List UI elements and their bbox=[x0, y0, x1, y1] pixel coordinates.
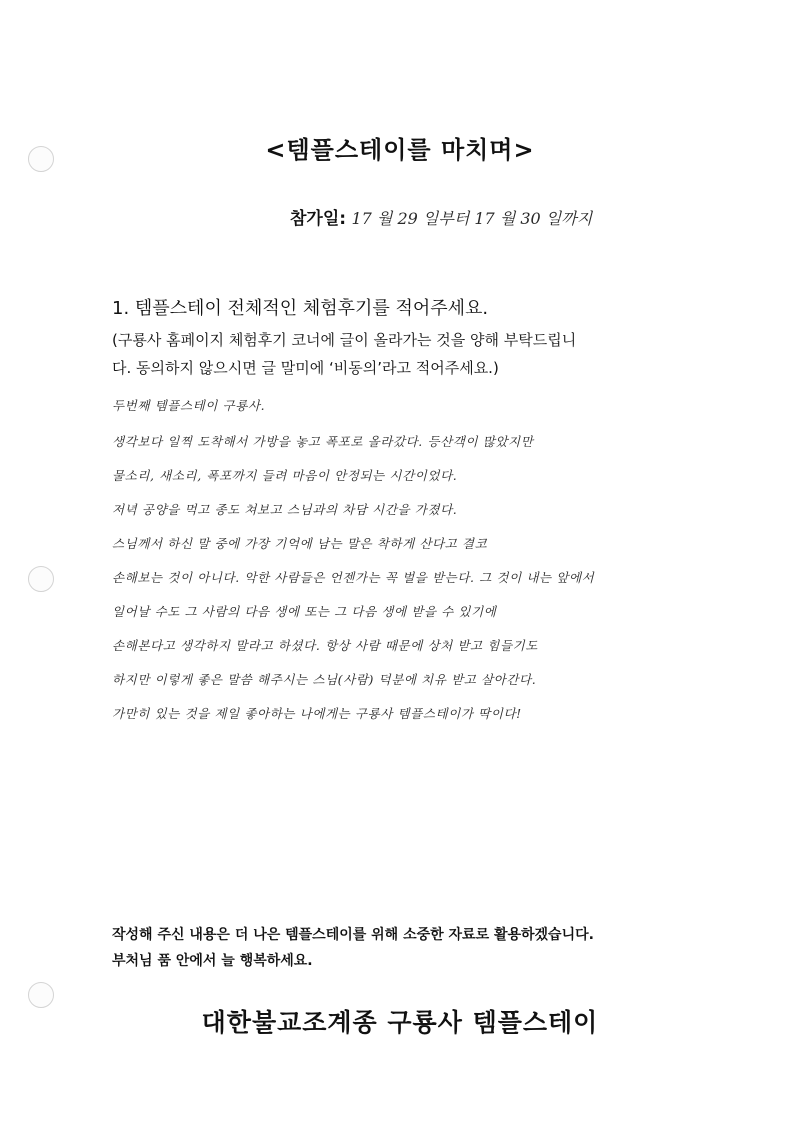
handwritten-line: 저녁 공양을 먹고 종도 쳐보고 스님과의 차담 시간을 가졌다. bbox=[112, 502, 458, 517]
organization-name: 대한불교조계종 구룡사 템플스테이 bbox=[201, 1008, 599, 1037]
handwritten-line: 손해본다고 생각하지 말라고 하셨다. 항상 사람 때문에 상처 받고 힘들기도 bbox=[112, 638, 538, 653]
closing-message-line-1: 작성해 주신 내용은 더 나은 템플스테이를 위해 소중한 자료로 활용하겠습니다. bbox=[112, 927, 594, 943]
participation-dates-text: 17 월 29 일부터 17 월 30 일까지 bbox=[351, 209, 593, 228]
closing-message bbox=[112, 922, 712, 974]
handwritten-line: 스님께서 하신 말 중에 가장 기억에 남는 말은 착하게 산다고 결코 bbox=[112, 536, 488, 551]
handwritten-line: 생각보다 일찍 도착해서 가방을 놓고 폭포로 올라갔다. 등산객이 많았지만 bbox=[112, 434, 534, 449]
punch-hole-middle bbox=[28, 566, 54, 592]
participation-dates bbox=[290, 204, 760, 229]
page-title: <템플스테이를 마치며> bbox=[265, 136, 535, 164]
participation-label: 참가일: bbox=[290, 209, 347, 229]
handwritten-review bbox=[112, 398, 752, 722]
handwritten-line: 가만히 있는 것을 제일 좋아하는 나에게는 구룡사 템플스테이가 딱이다! bbox=[112, 706, 522, 721]
handwritten-line: 하지만 이렇게 좋은 말씀 해주시는 스님(사람) 덕분에 치유 받고 살아간다. bbox=[112, 672, 537, 687]
closing-message-line-2: 부처님 품 안에서 늘 행복하세요. bbox=[112, 953, 313, 969]
consent-note-line-2: 다. 동의하지 않으시면 글 말미에 ‘비동의’라고 적어주세요.) bbox=[112, 359, 499, 377]
consent-note bbox=[112, 326, 692, 382]
handwritten-line: 손해보는 것이 아니다. 악한 사람들은 언젠가는 꼭 벌을 받는다. 그 것이 내는 앞에서 bbox=[112, 570, 595, 585]
consent-note-line-1: (구룡사 홈페이지 체험후기 코너에 글이 올라가는 것을 양해 부탁드립니 bbox=[112, 331, 577, 349]
handwritten-line: 물소리, 새소리, 폭포까지 들려 마음이 안정되는 시간이었다. bbox=[112, 468, 458, 483]
handwritten-line: 일어날 수도 그 사람의 다음 생에 또는 그 다음 생에 받을 수 있기에 bbox=[112, 604, 497, 619]
question-heading: 1. 템플스테이 전체적인 체험후기를 적어주세요. bbox=[112, 298, 489, 319]
handwritten-line: 두번째 템플스테이 구룡사. bbox=[112, 398, 266, 413]
